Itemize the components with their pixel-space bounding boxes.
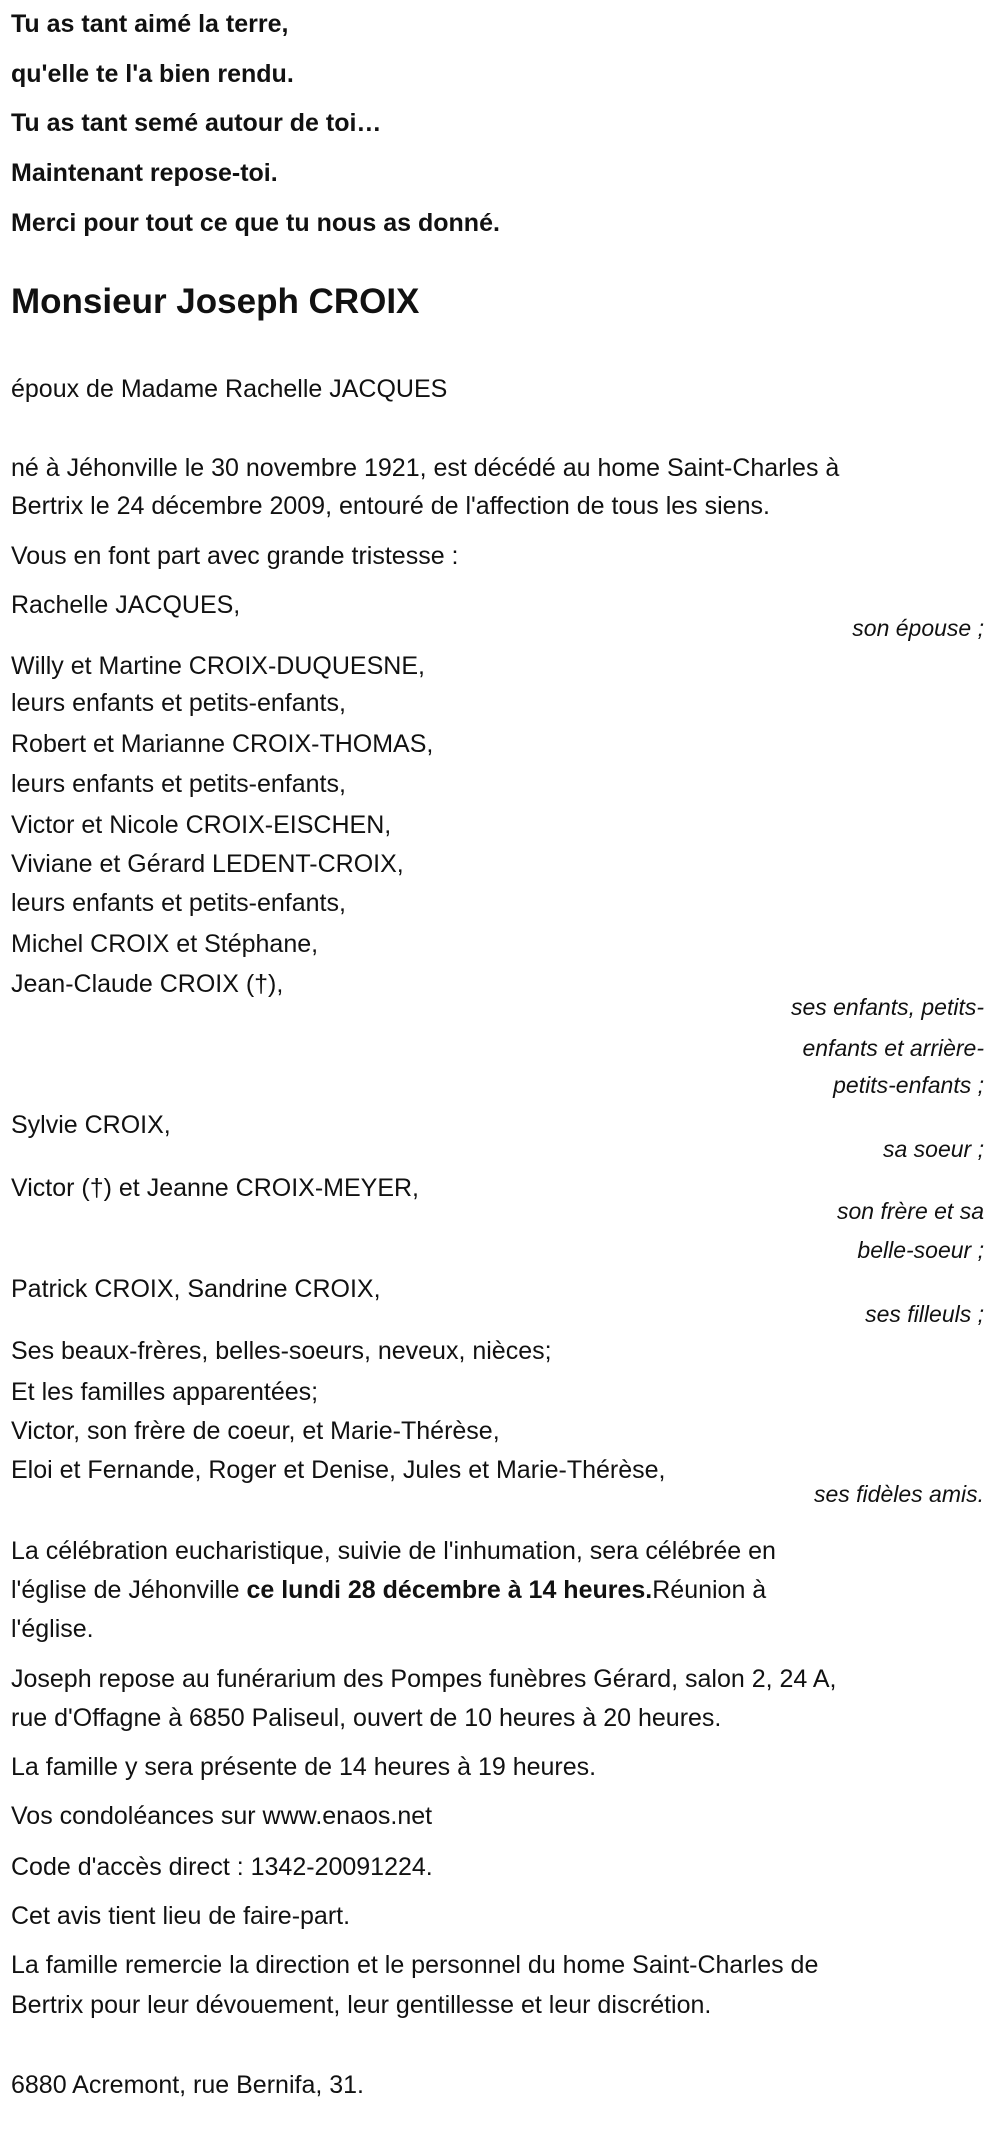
birth-line: Bertrix le 24 décembre 2009, entouré de l'affection de tous les siens. [11,492,770,520]
spouse-line: époux de Madame Rachelle JACQUES [11,375,448,403]
page-title: Monsieur Joseph CROIX [11,282,420,321]
thanks-line: La famille remercie la direction et le personnel du home Saint-Charles de [11,1951,819,1979]
ceremony-date: ce lundi 28 décembre à 14 heures. [246,1576,653,1604]
family-name: Sylvie CROIX, [11,1111,171,1139]
access-code-line: Code d'accès direct : 1342-20091224. [11,1853,433,1881]
family-name: leurs enfants et petits-enfants, [11,770,346,798]
family-relation: petits-enfants ; [833,1072,984,1098]
family-relation: son épouse ; [852,615,984,641]
ceremony-line: l'église. [11,1615,94,1643]
family-name: Willy et Martine CROIX-DUQUESNE, [11,652,425,680]
rest-line: Joseph repose au funérarium des Pompes funèbres Gérard, salon 2, 24 A, [11,1665,837,1693]
announce-line: Vous en font part avec grande tristesse : [11,542,459,570]
poem-line: Tu as tant aimé la terre, [11,10,289,38]
family-name: Eloi et Fernande, Roger et Denise, Jules et Marie-Thérèse, [11,1456,666,1484]
family-name: Michel CROIX et Stéphane, [11,930,319,958]
presence-line: La famille y sera présente de 14 heures à 19 heures. [11,1753,597,1781]
birth-line: né à Jéhonville le 30 novembre 1921, est décédé au home Saint-Charles à [11,454,840,482]
family-relation: son frère et sa [836,1198,984,1224]
family-name: Victor et Nicole CROIX-EISCHEN, [11,811,392,839]
family-name: leurs enfants et petits-enfants, [11,889,346,917]
family-relation: ses fidèles amis. [813,1481,984,1507]
ceremony-text: l'église de Jéhonville [11,1576,247,1604]
notice-line: Cet avis tient lieu de faire-part. [11,1902,351,1930]
family-name: Patrick CROIX, Sandrine CROIX, [11,1275,381,1303]
family-name: leurs enfants et petits-enfants, [11,689,346,717]
family-name: Robert et Marianne CROIX-THOMAS, [11,730,434,758]
poem-line: qu'elle te l'a bien rendu. [11,60,294,88]
thanks-line: Bertrix pour leur dévouement, leur gentillesse et leur discrétion. [11,1991,712,2019]
ceremony-line: La célébration eucharistique, suivie de l'inhumation, sera célébrée en [11,1537,776,1565]
family-name: Ses beaux-frères, belles-soeurs, neveux, nièces; [11,1337,552,1365]
family-relation: belle-soeur ; [857,1237,984,1263]
family-name: Et les familles apparentées; [11,1378,319,1406]
family-relation: sa soeur ; [883,1136,984,1162]
ceremony-line [11,1570,766,1610]
family-relation: ses enfants, petits- [790,994,984,1020]
ceremony-text: Réunion à [652,1576,767,1604]
family-name: Victor (†) et Jeanne CROIX-MEYER, [11,1174,420,1202]
family-relation: enfants et arrière- [802,1035,984,1061]
rest-line: rue d'Offagne à 6850 Paliseul, ouvert de 10 heures à 20 heures. [11,1704,722,1732]
poem-line: Merci pour tout ce que tu nous as donné. [11,209,500,237]
family-name: Jean-Claude CROIX (†), [11,970,284,998]
condolences-line: Vos condoléances sur www.enaos.net [11,1802,433,1830]
family-name: Rachelle JACQUES, [11,591,241,619]
poem-line: Maintenant repose-toi. [11,159,278,187]
address-line: 6880 Acremont, rue Bernifa, 31. [11,2071,364,2099]
family-relation: ses filleuls ; [865,1301,984,1327]
poem-line: Tu as tant semé autour de toi… [11,109,382,137]
family-name: Viviane et Gérard LEDENT-CROIX, [11,850,404,878]
family-name: Victor, son frère de coeur, et Marie-Thérèse, [11,1417,500,1445]
